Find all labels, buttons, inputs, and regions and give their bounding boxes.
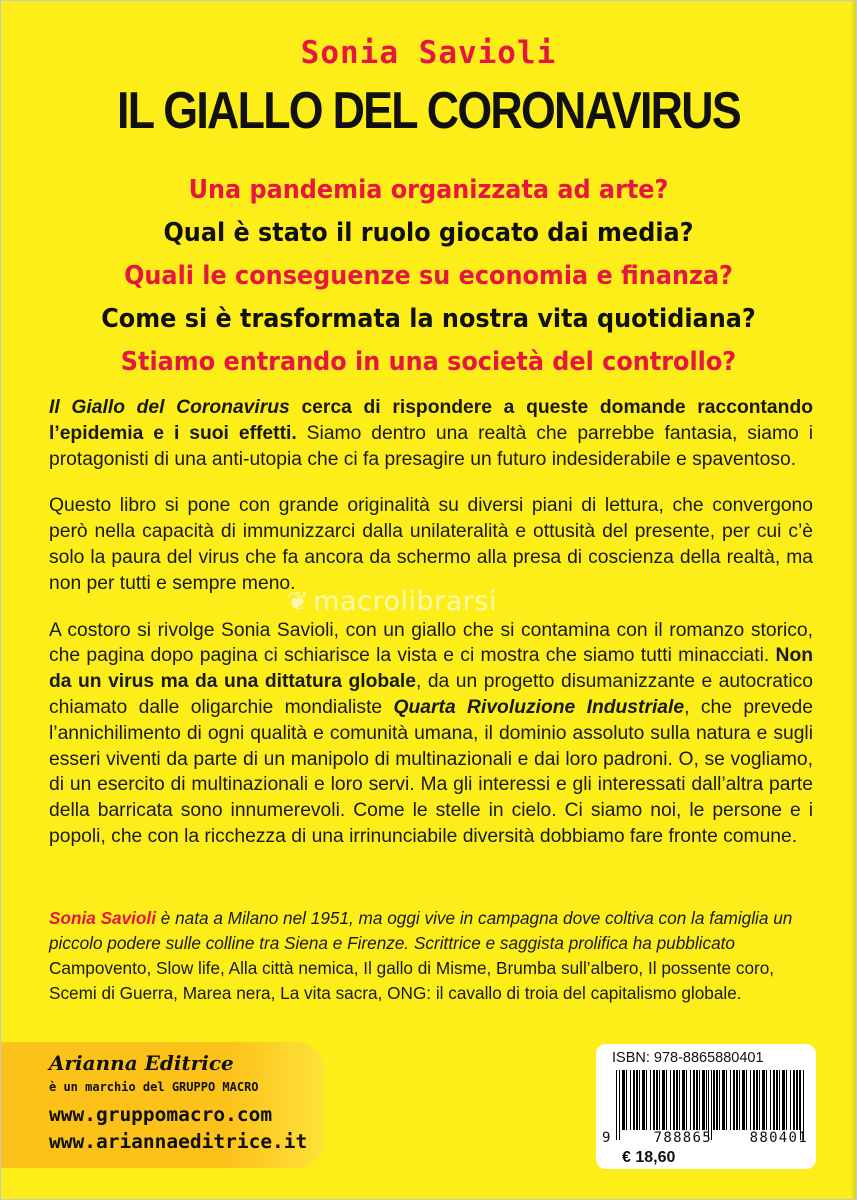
question-1: Una pandemia organizzata ad arte?: [188, 175, 669, 205]
watermark-text: macrolibrarsi: [313, 586, 497, 617]
book-title: IL GIALLO DEL CORONAVIRUS: [117, 82, 740, 140]
barcode-digits-right: 880401: [749, 1130, 808, 1146]
publisher-url-1: www.gruppomacro.com: [49, 1103, 273, 1126]
blurb-paragraph-1: [49, 395, 813, 472]
barcode-panel: [596, 1044, 816, 1169]
publisher-name: Arianna Editrice: [49, 1051, 234, 1075]
blurb-bold-intro: cerca di rispondere a queste domande raccontando l’epidemia e i suoi effetti.: [49, 397, 813, 444]
bio-works-list: Campovento, Slow life, Alla città nemica, Il gallo di Misme, Brumba sull’albero, Il possente coro, Scemi di Guerra, Marea nera, La vita sacra, ONG: il cavallo di troia del capitalismo globale.: [49, 958, 775, 1003]
blurb-p1-text: Siamo dentro una realtà che parrebbe fantasia, siamo i protagonisti di una anti-utopia che ci fa presagire un futuro indesiderabile e spaventoso.: [49, 422, 813, 470]
blurb-p3-bold-italic: Quarta Rivoluzione Industriale: [393, 696, 685, 718]
blurb-title-ref: Il Giallo del Coronavirus: [49, 397, 290, 418]
barcode-digits: [602, 1130, 812, 1146]
author-name: Sonia Savioli: [300, 35, 557, 71]
barcode-digit-first: 9: [602, 1130, 611, 1146]
blurb: [49, 395, 813, 871]
bio-author-name: Sonia Savioli: [49, 908, 156, 928]
barcode-digits-left: 788865: [653, 1130, 712, 1146]
author-bio: [49, 906, 813, 1006]
blurb-paragraph-3: [49, 618, 813, 850]
publisher-subtitle: è un marchio del GRUPPO MACRO: [49, 1080, 259, 1094]
question-2: Qual è stato il ruolo giocato dai media?: [163, 218, 694, 248]
blurb-p3-a: A costoro si rivolge Sonia Savioli, con un giallo che si contamina con il romanzo storico, che pagina dopo pagina ci schiarisce la vista e ci mostra che siamo tutti minacciati.: [49, 619, 813, 667]
leaf-icon: ❦: [287, 587, 310, 617]
blurb-paragraph-2: Questo libro si pone con grande originalità su diversi piani di lettura, che convergono però nella capacità di immunizzarci dalla unilateralità e ottusità del presente, per cui c’è solo la paura del virus che fa ancora da schermo alla presa di coscienza della realtà, ma non per tutti e sempre meno.: [49, 495, 813, 594]
watermark: [287, 586, 497, 617]
publisher-url-2: www.ariannaeditrice.it: [49, 1130, 308, 1153]
price-label: € 18,60: [622, 1149, 676, 1166]
question-4: Come si è trasformata la nostra vita quotidiana?: [101, 304, 756, 334]
isbn-label: ISBN: 978-8865880401: [612, 1050, 764, 1066]
question-3: Quali le conseguenze su economia e finanza?: [124, 261, 733, 291]
question-5: Stiamo entrando in una società del controllo?: [120, 347, 737, 377]
blurb-p3-b: , da un progetto disumanizzante e autocratico chiamato dalle oligarchie mondialiste: [49, 671, 814, 718]
blurb-p3-bold: Non da un virus ma da una dittatura globale: [49, 645, 813, 693]
bio-italic-text: è nata a Milano nel 1951, ma oggi vive in campagna dove coltiva con la famiglia un piccolo podere sulle colline tra Siena e Firenze. Scrittrice e saggista prolifica ha pubblicato: [49, 908, 793, 953]
question-list: [1, 169, 856, 384]
blurb-p3-c: , che prevede l’annichilimento di ogni qualità e comunità umana, il dominio assoluto sulla natura e sugli esseri viventi da parte di un manipolo di multinazionali e dai loro padroni. O, se vogliamo, di un esercito di multinazionali e loro servi. Ma gli interessi e gli interessati dall’altra parte della barricata sono innumerevoli. Come le stelle in cielo. Ci siamo noi, le persone e i popoli, che con la ricchezza di una irrinunciabile diversità dobbiamo fare fronte comune.: [49, 696, 813, 847]
